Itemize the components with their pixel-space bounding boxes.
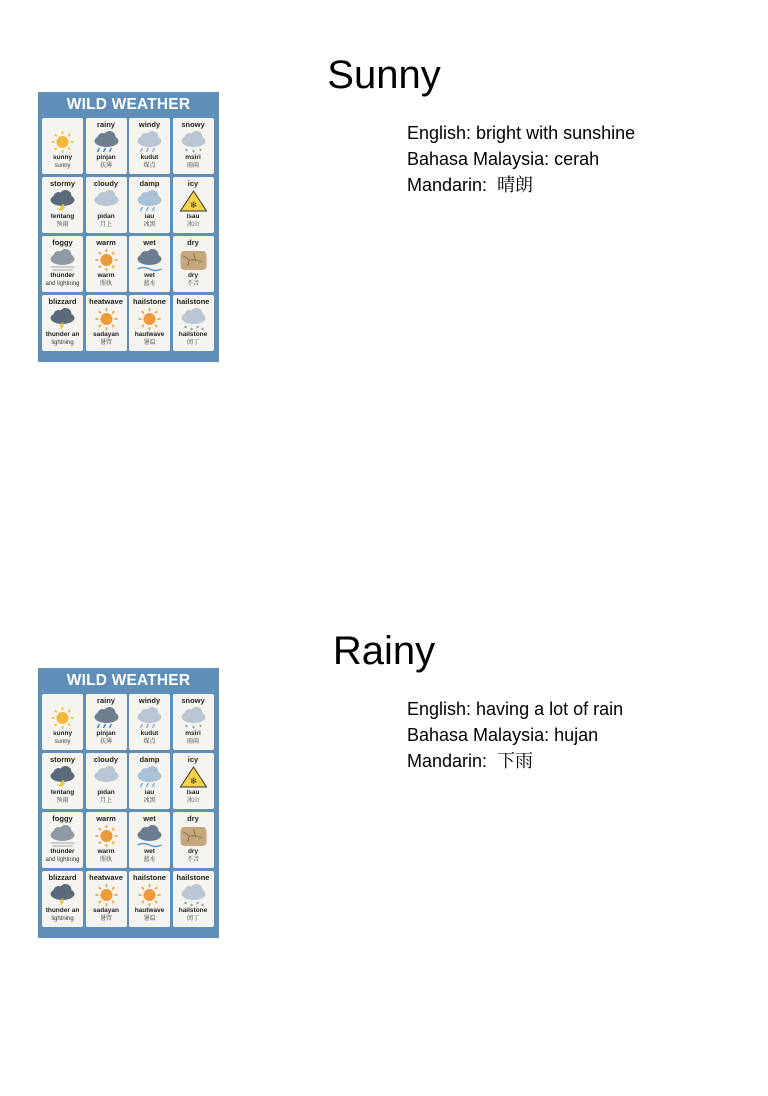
card-translation: 暑温 [143, 916, 156, 922]
weather-card [42, 236, 83, 292]
card-translation: 扶薄 [99, 739, 112, 745]
card-label: warm [97, 848, 115, 855]
card-label: isau [186, 213, 200, 220]
card-label: msiri [185, 730, 201, 737]
rain-cloud-icon [90, 706, 123, 730]
card-translation: sunny [54, 739, 71, 745]
dry-ground-icon [177, 248, 210, 272]
card-heading: hailstone [133, 873, 166, 882]
card-translation: sunny [54, 163, 71, 169]
card-translation: 闰丁 [186, 916, 199, 922]
card-translation: 预雨 [56, 222, 69, 228]
wet-cloud-icon [133, 824, 166, 848]
poster-grid [42, 694, 215, 934]
card-label: thunder [50, 848, 75, 855]
card-translation: 照执 [99, 281, 112, 287]
card-heading: dry [187, 814, 199, 823]
card-heading: damp [139, 755, 160, 764]
hail-cloud-icon [177, 883, 210, 907]
card-label: hailstone [178, 907, 208, 914]
weather-card [173, 694, 214, 750]
weather-card [129, 177, 170, 233]
weather-card [129, 753, 170, 809]
card-label: iau [144, 789, 155, 796]
blizzard-cloud-icon [46, 883, 79, 907]
poster-title: WILD WEATHER [66, 672, 191, 689]
card-label: hautwave [134, 907, 165, 914]
card-translation: 暑管 [99, 916, 112, 922]
heatwave-sun-icon [90, 307, 123, 331]
wind-cloud-icon [133, 130, 166, 154]
weather-card [86, 694, 127, 750]
card-heading: stormy [49, 179, 75, 188]
card-label: wet [144, 848, 155, 855]
card-translation: 预雨 [56, 798, 69, 804]
card-translation: 冰黑 [143, 798, 156, 804]
weather-card [42, 177, 83, 233]
card-label: sadayan [92, 907, 120, 914]
card-label: dry [187, 272, 199, 279]
card-heading: hailstone [133, 297, 166, 306]
card-translation: 月上 [99, 222, 112, 228]
section-title: Sunny [327, 53, 441, 97]
ice-warning-icon [177, 765, 210, 789]
fog-cloud-icon [46, 824, 79, 848]
card-label: warm [97, 272, 115, 279]
english-definition: English: having a lot of rain [407, 699, 624, 719]
poster-grid [42, 118, 215, 358]
card-translation: 暑管 [99, 340, 112, 346]
weather-card [173, 812, 214, 868]
mandarin-value: 晴朗 [497, 175, 534, 195]
card-heading: rainy [97, 696, 115, 705]
weather-card [173, 236, 214, 292]
card-label: pidan [97, 213, 115, 220]
card-translation: 扶薄 [99, 163, 112, 169]
weather-card [86, 177, 127, 233]
weather-card [129, 812, 170, 868]
card-label: sunny [52, 730, 73, 737]
card-label: thunder an [45, 331, 80, 338]
mandarin-definition [407, 748, 623, 774]
hail-cloud-icon [177, 307, 210, 331]
storm-cloud-icon [46, 189, 79, 213]
card-translation: 冰黑 [143, 222, 156, 228]
card-heading: windy [138, 120, 161, 129]
cloud-icon [90, 765, 123, 789]
card-translation: 不音 [186, 281, 199, 287]
mandarin-label: Mandarin: [407, 751, 488, 771]
card-translation: and lightning [45, 857, 80, 863]
card-label: wet [144, 272, 155, 279]
hot-sun-icon [133, 883, 166, 907]
card-translation: 闰丁 [186, 340, 199, 346]
card-heading: heatwave [89, 297, 123, 306]
card-translation: 月上 [99, 798, 112, 804]
card-heading: snowy [181, 696, 205, 705]
card-heading: damp [139, 179, 160, 188]
card-heading: foggy [52, 238, 73, 247]
snow-cloud-icon [177, 706, 210, 730]
weather-card [173, 295, 214, 351]
weather-card [173, 118, 214, 174]
card-translation: 煤点 [143, 739, 156, 745]
card-heading: icy [187, 755, 199, 764]
mandarin-definition [407, 172, 635, 198]
svg-text:❄: ❄ [189, 201, 197, 211]
weather-card [86, 871, 127, 927]
card-heading: blizzard [48, 873, 77, 882]
card-translation: 雨雨 [186, 739, 199, 745]
card-heading: dry [187, 238, 199, 247]
card-translation: 煤点 [143, 163, 156, 169]
card-label: hailstone [178, 331, 208, 338]
wet-cloud-icon [133, 248, 166, 272]
card-label: sadayan [92, 331, 120, 338]
sun-icon [46, 706, 79, 730]
card-heading: heatwave [89, 873, 123, 882]
definition-block [407, 696, 623, 774]
weather-card [86, 236, 127, 292]
hot-sun-icon [133, 307, 166, 331]
definition-block [407, 120, 635, 198]
card-label: tentang [50, 213, 75, 220]
card-heading: cloudy [93, 755, 119, 764]
mandarin-label: Mandarin: [407, 175, 488, 195]
card-heading: wet [143, 238, 156, 247]
fog-cloud-icon [46, 248, 79, 272]
card-heading: icy [187, 179, 199, 188]
card-translation: 蓝水 [143, 857, 156, 863]
card-label: sunny [52, 154, 73, 161]
weather-card [86, 295, 127, 351]
drizzle-cloud-icon [133, 189, 166, 213]
section-title: Rainy [332, 629, 436, 673]
card-heading: foggy [52, 814, 73, 823]
card-heading: stormy [49, 755, 75, 764]
card-label: isau [186, 789, 200, 796]
card-heading: wet [143, 814, 156, 823]
malay-definition: Bahasa Malaysia: cerah [407, 149, 600, 169]
card-heading: rainy [97, 120, 115, 129]
card-label: iau [144, 213, 155, 220]
blizzard-cloud-icon [46, 307, 79, 331]
card-translation: 雨雨 [186, 163, 199, 169]
card-label: kudut [140, 730, 159, 737]
card-heading: warm [96, 814, 116, 823]
card-label: pinjan [96, 154, 116, 161]
card-heading: hailstone [176, 873, 210, 882]
poster-title: WILD WEATHER [66, 96, 191, 113]
card-label: hautwave [134, 331, 165, 338]
weather-card [173, 177, 214, 233]
card-label: kudut [140, 154, 159, 161]
wild-weather-poster [38, 668, 219, 938]
weather-card [173, 753, 214, 809]
card-translation: lightning [51, 340, 74, 346]
card-translation: 不音 [186, 857, 199, 863]
weather-card [129, 295, 170, 351]
card-label: pidan [97, 789, 115, 796]
svg-text:❄: ❄ [189, 777, 197, 787]
weather-card [42, 753, 83, 809]
weather-section-sunny [0, 0, 768, 520]
card-heading: hailstone [176, 297, 210, 306]
weather-card [129, 871, 170, 927]
warm-sun-icon [90, 824, 123, 848]
weather-card [42, 694, 83, 750]
malay-definition: Bahasa Malaysia: hujan [407, 725, 599, 745]
card-translation: 冰山 [186, 798, 199, 804]
english-definition: English: bright with sunshine [407, 123, 636, 143]
card-translation: 蓝水 [143, 281, 156, 287]
weather-section-rainy [0, 576, 768, 1096]
card-label: tentang [50, 789, 75, 796]
wild-weather-poster [38, 92, 219, 362]
snow-cloud-icon [177, 130, 210, 154]
weather-card [129, 236, 170, 292]
mandarin-value: 下雨 [497, 751, 534, 771]
card-label: thunder an [45, 907, 80, 914]
card-label: thunder [50, 272, 75, 279]
card-heading: windy [138, 696, 161, 705]
dry-ground-icon [177, 824, 210, 848]
card-translation: 照执 [99, 857, 112, 863]
weather-card [86, 753, 127, 809]
weather-card [42, 295, 83, 351]
card-translation: 暑温 [143, 340, 156, 346]
drizzle-cloud-icon [133, 765, 166, 789]
weather-card [129, 118, 170, 174]
card-heading: cloudy [93, 179, 119, 188]
card-heading: snowy [181, 120, 205, 129]
weather-card [173, 871, 214, 927]
card-heading: blizzard [48, 297, 77, 306]
card-translation: lightning [51, 916, 74, 922]
sun-icon [46, 130, 79, 154]
card-label: pinjan [96, 730, 116, 737]
weather-card [86, 118, 127, 174]
weather-card [129, 694, 170, 750]
weather-card [42, 871, 83, 927]
card-label: msiri [185, 154, 201, 161]
card-translation: 冰山 [186, 222, 199, 228]
weather-card [86, 812, 127, 868]
wind-cloud-icon [133, 706, 166, 730]
ice-warning-icon [177, 189, 210, 213]
heatwave-sun-icon [90, 883, 123, 907]
cloud-icon [90, 189, 123, 213]
weather-card [42, 812, 83, 868]
warm-sun-icon [90, 248, 123, 272]
card-heading: warm [96, 238, 116, 247]
card-label: dry [187, 848, 199, 855]
weather-card [42, 118, 83, 174]
card-translation: and lightning [45, 281, 80, 287]
storm-cloud-icon [46, 765, 79, 789]
rain-cloud-icon [90, 130, 123, 154]
